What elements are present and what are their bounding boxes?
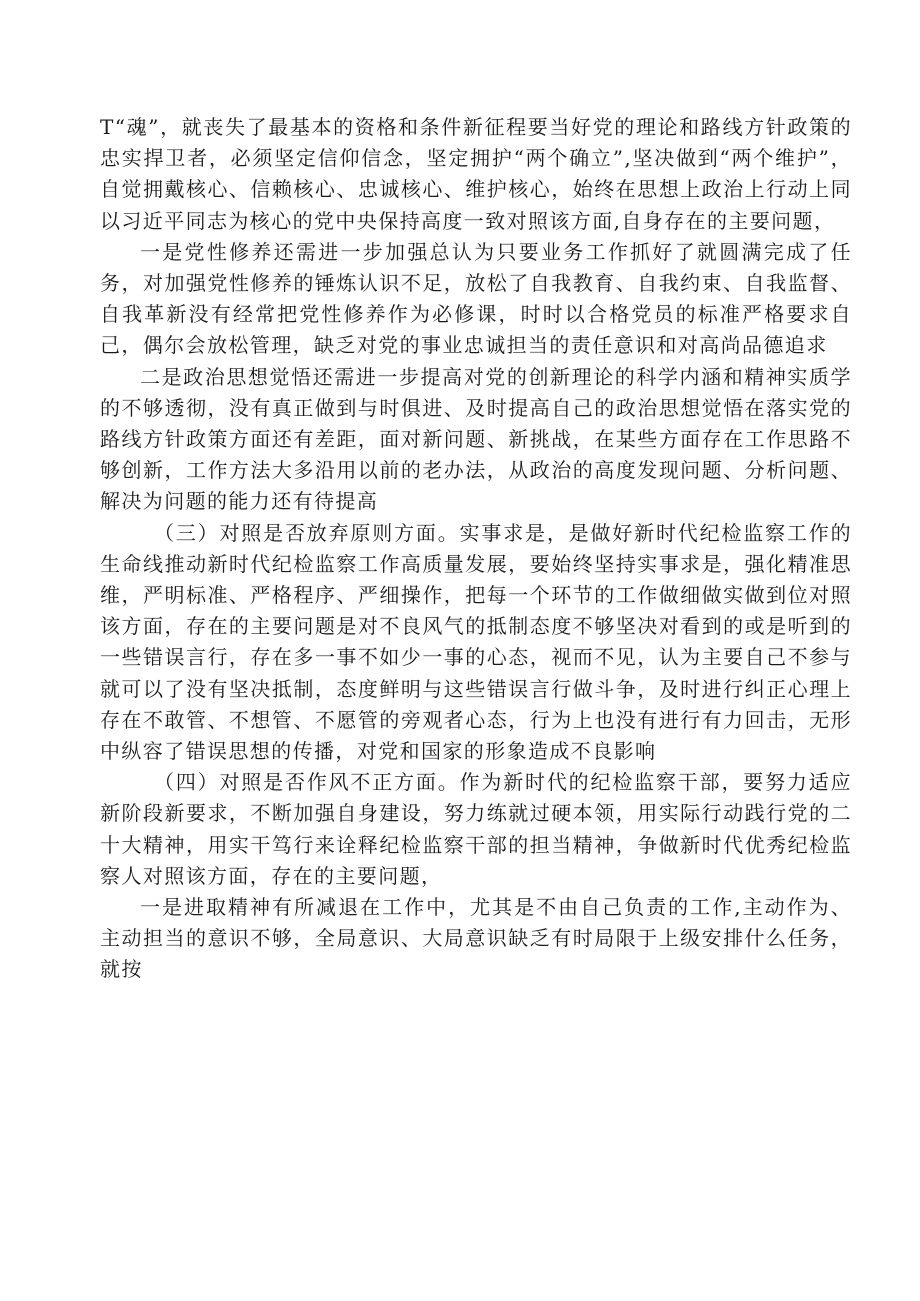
paragraph-section-three: （三）对照是否放弃原则方面。实事求是，是做好新时代纪检监察工作的生命线推动新时代纪检监察工作高质量发展，要始终坚持实事求是，强化精准思维，严明标准、严格程序、严细操作，把每一个环节的工作做细做实做到位对照该方面，存在的主要问题是对不良风气的抵制态度不够坚决对看到的或是听到的一些错误言行，存在多一事不如少一事的心态，视而不见，认为主要自己不参与就可以了没有坚决抵制，态度鲜明与这些错误言行做斗争，及时进行纠正心理上存在不敢管、不想管、不愿管的旁观者心态，行为上也没有进行有力回击，无形中纵容了错误思想的传播，对党和国家的形象造成不良影响 xyxy=(100,520,852,764)
paragraph-point-one-b: 一是进取精神有所减退在工作中，尤其是不由自己负责的工作,主动作为、主动担当的意识不够，全局意识、大局意识缺乏有时局限于上级安排什么任务，就按 xyxy=(100,895,852,982)
paragraph-section-four: （四）对照是否作风不正方面。作为新时代的纪检监察干部，要努力适应新阶段新要求，不断加强自身建设，努力练就过硬本领，用实际行动践行党的二十大精神，用实干笃行来诠释纪检监察干部的担当精神，争做新时代优秀纪检监察人对照该方面，存在的主要问题， xyxy=(100,770,852,888)
paragraph-point-one: 一是党性修养还需进一步加强总认为只要业务工作抓好了就圆满完成了任务，对加强党性修养的锤炼认识不足，放松了自我教育、自我约束、自我监督、自我革新没有经常把党性修养作为必修课，时时以合格党员的标准严格要求自己，偶尔会放松管理，缺乏对党的事业忠诚担当的责任意识和对高尚品德追求 xyxy=(100,239,852,358)
paragraph-continuation: T“魂”，就丧失了最基本的资格和条件新征程要当好党的理论和路线方针政策的忠实捍卫者，必须坚定信仰信念，坚定拥护“两个确立”,坚决做到“两个维护”，自觉拥戴核心、信赖核心、忠诚核心、维护核心，始终在思想上政治上行动上同以习近平同志为核心的党中央保持高度一致对照该方面,自身存在的主要问题， xyxy=(100,115,852,233)
paragraph-point-two: 二是政治思想觉悟还需进一步提高对党的创新理论的科学内涵和精神实质学的不够透彻，没有真正做到与时俱进、及时提高自己的政治思想觉悟在落实党的路线方针政策方面还有差距，面对新问题、新挑战，在某些方面存在工作思路不够创新，工作方法大多沿用以前的老办法，从政治的高度发现问题、分析问题、解决为问题的能力还有待提高 xyxy=(100,364,852,514)
document-body xyxy=(100,112,852,986)
